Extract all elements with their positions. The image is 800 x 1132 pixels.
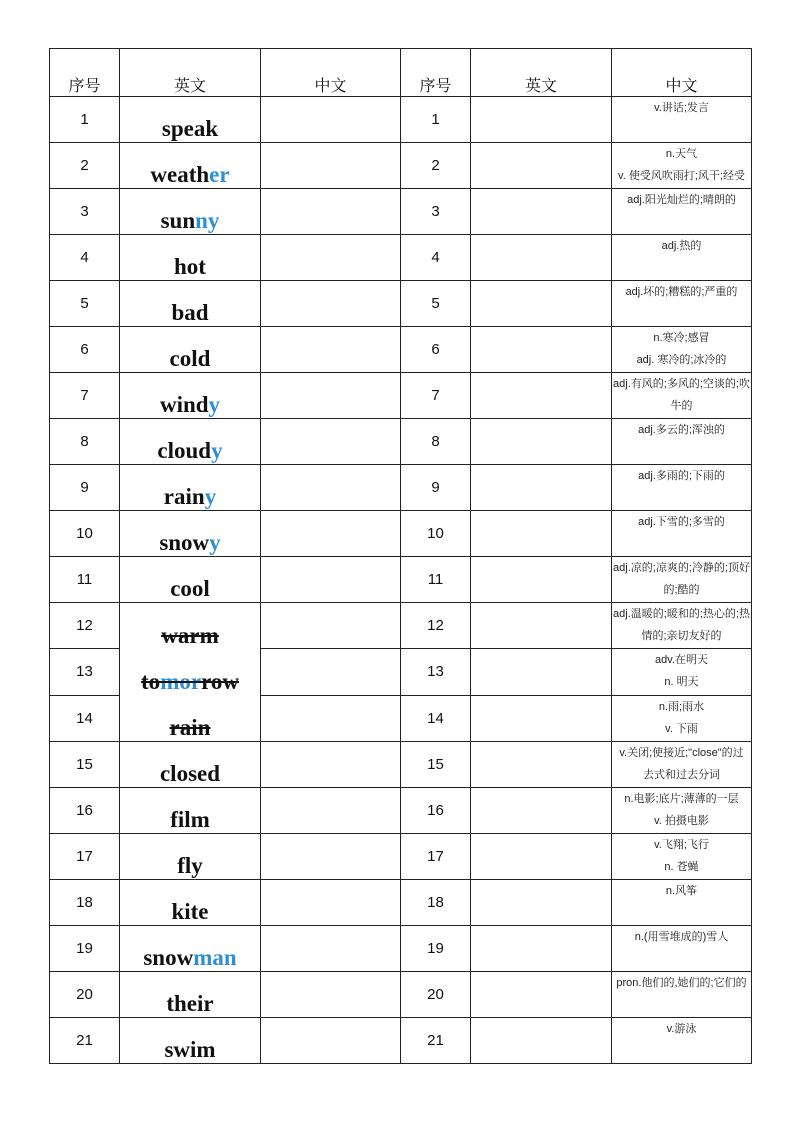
meaning-line: v. 下雨 xyxy=(665,722,698,735)
meaning-line: 情的;亲切友好的 xyxy=(641,630,722,642)
english-blank-right xyxy=(471,419,612,465)
chinese-blank-left xyxy=(261,373,401,419)
chinese-blank-left xyxy=(261,97,401,143)
chinese-meaning xyxy=(612,972,752,1018)
header-number-right: 序号 xyxy=(401,49,471,97)
table-row xyxy=(50,419,752,465)
chinese-meaning xyxy=(612,373,752,419)
word-stem: closed xyxy=(159,761,221,786)
word-stem: fly xyxy=(177,853,203,878)
row-number-left: 17 xyxy=(50,834,120,880)
header-row xyxy=(50,49,752,97)
word-suffix: y xyxy=(209,530,221,555)
table-row xyxy=(50,788,752,834)
row-number-right: 1 xyxy=(401,97,471,143)
english-blank-right xyxy=(471,695,612,741)
chinese-blank-left xyxy=(261,742,401,788)
english-blank-right xyxy=(471,511,612,557)
chinese-blank-left xyxy=(261,788,401,834)
word-stem: rain xyxy=(169,715,211,740)
word-stem: warm xyxy=(161,623,219,648)
row-number-right: 21 xyxy=(401,1018,471,1064)
meaning-line: 去式和过去分词 xyxy=(643,769,720,781)
english-blank-right xyxy=(471,742,612,788)
row-number-left: 3 xyxy=(50,189,120,235)
row-number-left: 4 xyxy=(50,235,120,281)
table-row xyxy=(50,189,752,235)
word-suffix: y xyxy=(208,392,221,417)
word-suffix: y xyxy=(211,438,223,463)
english-word xyxy=(120,788,261,834)
row-number-left: 20 xyxy=(50,972,120,1018)
english-word xyxy=(120,327,261,373)
row-number-left: 8 xyxy=(50,419,120,465)
row-number-right: 11 xyxy=(401,557,471,603)
meaning-line: v.讲话;发言 xyxy=(654,102,709,114)
table-row xyxy=(50,1018,752,1064)
header-number-left: 序号 xyxy=(50,49,120,97)
chinese-blank-left xyxy=(261,419,401,465)
row-number-left: 2 xyxy=(50,143,120,189)
chinese-blank-left xyxy=(261,1018,401,1064)
english-blank-right xyxy=(471,97,612,143)
row-number-left: 14 xyxy=(50,695,120,741)
english-blank-right xyxy=(471,972,612,1018)
row-number-left: 13 xyxy=(50,649,120,695)
row-number-right: 4 xyxy=(401,235,471,281)
english-word xyxy=(120,742,261,788)
row-number-left: 10 xyxy=(50,511,120,557)
row-number-right: 8 xyxy=(401,419,471,465)
word-suffix: man xyxy=(193,945,237,970)
meaning-line: adj.有风的;多风的;空谈的;吹 xyxy=(613,378,750,390)
meaning-line: v. 使受风吹雨打;风干;经受 xyxy=(618,170,745,182)
word-stem: snow xyxy=(159,530,210,555)
meaning-line: v.关闭;使接近;"close"的过 xyxy=(619,747,744,759)
english-word xyxy=(120,972,261,1018)
chinese-blank-left xyxy=(261,511,401,557)
row-number-left: 6 xyxy=(50,327,120,373)
word-stem: kite xyxy=(171,899,209,924)
table-row xyxy=(50,235,752,281)
english-word xyxy=(120,189,261,235)
chinese-blank-left xyxy=(261,603,401,649)
table-row xyxy=(50,603,752,649)
table-row xyxy=(50,972,752,1018)
row-number-left: 11 xyxy=(50,557,120,603)
chinese-blank-left xyxy=(261,880,401,926)
row-number-right: 2 xyxy=(401,143,471,189)
english-word-line xyxy=(120,649,260,695)
chinese-meaning xyxy=(612,281,752,327)
row-number-left: 12 xyxy=(50,603,120,649)
row-number-left: 7 xyxy=(50,373,120,419)
chinese-meaning xyxy=(612,695,752,741)
meaning-line: adj.温暖的;暖和的;热心的;热 xyxy=(613,608,750,620)
word-stem: snow xyxy=(143,945,194,970)
meaning-line: adv.在明天 xyxy=(655,654,708,667)
table-row xyxy=(50,557,752,603)
english-blank-right xyxy=(471,603,612,649)
english-blank-right xyxy=(471,327,612,373)
header-chinese-left: 中文 xyxy=(261,49,401,97)
english-blank-right xyxy=(471,649,612,695)
meaning-line: adj.多雨的;下雨的 xyxy=(638,470,725,482)
vocabulary-table xyxy=(49,48,752,1064)
english-blank-right xyxy=(471,373,612,419)
word-stem: to xyxy=(141,669,161,694)
meaning-line: n. 苍蝇 xyxy=(664,861,699,873)
chinese-blank-left xyxy=(261,695,401,741)
english-blank-right xyxy=(471,880,612,926)
row-number-right: 17 xyxy=(401,834,471,880)
english-blank-right xyxy=(471,1018,612,1064)
meaning-line: n.雨;雨水 xyxy=(658,700,705,713)
english-word xyxy=(120,465,261,511)
english-word xyxy=(120,419,261,465)
english-word xyxy=(120,281,261,327)
table-row xyxy=(50,373,752,419)
row-number-right: 5 xyxy=(401,281,471,327)
row-number-left: 18 xyxy=(50,880,120,926)
row-number-right: 3 xyxy=(401,189,471,235)
word-suffix: er xyxy=(209,162,230,187)
meaning-line: adj.阳光灿烂的;晴朗的 xyxy=(627,194,736,206)
english-blank-right xyxy=(471,557,612,603)
row-number-left: 5 xyxy=(50,281,120,327)
chinese-blank-left xyxy=(261,557,401,603)
table-row xyxy=(50,327,752,373)
chinese-blank-left xyxy=(261,834,401,880)
chinese-blank-left xyxy=(261,649,401,695)
header-chinese-right: 中文 xyxy=(612,49,752,97)
word-stem: cloud xyxy=(157,438,212,463)
row-number-right: 13 xyxy=(401,649,471,695)
meaning-line: v.游泳 xyxy=(666,1023,697,1035)
chinese-blank-left xyxy=(261,972,401,1018)
table-row xyxy=(50,511,752,557)
chinese-blank-left xyxy=(261,281,401,327)
meaning-line: 牛的 xyxy=(670,400,693,412)
english-word xyxy=(120,603,261,742)
english-word-line xyxy=(120,603,260,649)
chinese-meaning xyxy=(612,603,752,649)
row-number-right: 19 xyxy=(401,926,471,972)
meaning-line: v. 拍摄电影 xyxy=(654,815,709,827)
header-english-left: 英文 xyxy=(120,49,261,97)
row-number-right: 10 xyxy=(401,511,471,557)
word-stem: bad xyxy=(171,300,209,325)
chinese-meaning xyxy=(612,742,752,788)
meaning-line: n.(用雪堆成的)雪人 xyxy=(634,931,729,943)
chinese-meaning xyxy=(612,926,752,972)
meaning-line: n.寒冷;感冒 xyxy=(653,332,710,344)
row-number-right: 15 xyxy=(401,742,471,788)
table-row xyxy=(50,926,752,972)
meaning-line: n.风筝 xyxy=(665,885,698,897)
meaning-line: adj.凉的;凉爽的;冷静的;顶好 xyxy=(613,562,750,574)
chinese-blank-left xyxy=(261,926,401,972)
word-suffix: y xyxy=(204,484,217,509)
english-blank-right xyxy=(471,281,612,327)
word-stem: their xyxy=(166,991,214,1016)
chinese-meaning xyxy=(612,788,752,834)
row-number-right: 6 xyxy=(401,327,471,373)
row-number-right: 16 xyxy=(401,788,471,834)
row-number-left: 9 xyxy=(50,465,120,511)
table-row xyxy=(50,880,752,926)
meaning-line: n.天气 xyxy=(665,148,698,160)
table-row xyxy=(50,97,752,143)
table-row xyxy=(50,834,752,880)
english-word xyxy=(120,143,261,189)
row-number-right: 18 xyxy=(401,880,471,926)
meaning-line: n. 明天 xyxy=(664,676,699,689)
chinese-meaning xyxy=(612,419,752,465)
english-blank-right xyxy=(471,788,612,834)
chinese-meaning xyxy=(612,465,752,511)
meaning-line: adj.热的 xyxy=(661,240,702,252)
meaning-line: pron.他们的,她们的;它们的 xyxy=(616,977,747,989)
row-number-right: 9 xyxy=(401,465,471,511)
meaning-line: adj.坏的;糟糕的;严重的 xyxy=(625,286,738,298)
word-stem: film xyxy=(170,807,210,832)
word-stem: rain xyxy=(163,484,205,509)
chinese-meaning xyxy=(612,327,752,373)
english-blank-right xyxy=(471,465,612,511)
english-word xyxy=(120,1018,261,1064)
english-word xyxy=(120,235,261,281)
english-word xyxy=(120,557,261,603)
meaning-line: adj. 寒冷的;冰冷的 xyxy=(636,354,727,366)
chinese-meaning xyxy=(612,143,752,189)
row-number-right: 12 xyxy=(401,603,471,649)
row-number-left: 16 xyxy=(50,788,120,834)
word-stem: hot xyxy=(174,254,206,279)
header-english-right: 英文 xyxy=(471,49,612,97)
english-blank-right xyxy=(471,235,612,281)
meaning-line: n.电影;底片;薄薄的一层 xyxy=(624,793,739,805)
english-blank-right xyxy=(471,834,612,880)
chinese-meaning xyxy=(612,97,752,143)
row-number-left: 1 xyxy=(50,97,120,143)
row-number-left: 15 xyxy=(50,742,120,788)
chinese-meaning xyxy=(612,189,752,235)
english-word xyxy=(120,880,261,926)
table-row xyxy=(50,143,752,189)
row-number-left: 21 xyxy=(50,1018,120,1064)
meaning-line: v.飞翔;飞行 xyxy=(654,839,709,851)
word-stem: weath xyxy=(150,162,210,187)
table-row xyxy=(50,742,752,788)
chinese-meaning xyxy=(612,880,752,926)
english-word xyxy=(120,926,261,972)
chinese-blank-left xyxy=(261,143,401,189)
meaning-line: 的;酷的 xyxy=(663,584,700,596)
word-stem: swim xyxy=(164,1037,216,1062)
chinese-meaning xyxy=(612,511,752,557)
row-number-right: 14 xyxy=(401,695,471,741)
english-blank-right xyxy=(471,189,612,235)
chinese-meaning xyxy=(612,1018,752,1064)
table-row xyxy=(50,465,752,511)
english-blank-right xyxy=(471,143,612,189)
chinese-blank-left xyxy=(261,327,401,373)
chinese-blank-left xyxy=(261,465,401,511)
row-number-left: 19 xyxy=(50,926,120,972)
chinese-meaning xyxy=(612,557,752,603)
word-stem-end: row xyxy=(201,669,239,694)
word-suffix: ny xyxy=(195,208,220,233)
english-word-line xyxy=(120,695,260,741)
english-word xyxy=(120,97,261,143)
word-stem: sun xyxy=(160,208,196,233)
chinese-blank-left xyxy=(261,189,401,235)
table-row xyxy=(50,281,752,327)
word-stem: cold xyxy=(169,346,211,371)
meaning-line: adj.多云的;浑浊的 xyxy=(638,424,725,436)
word-stem: wind xyxy=(159,392,209,417)
word-suffix: mor xyxy=(160,669,202,694)
chinese-meaning xyxy=(612,235,752,281)
chinese-meaning xyxy=(612,834,752,880)
word-stem: cool xyxy=(170,576,210,601)
row-number-right: 20 xyxy=(401,972,471,1018)
word-stem: speak xyxy=(161,116,219,141)
english-blank-right xyxy=(471,926,612,972)
english-word xyxy=(120,511,261,557)
chinese-meaning xyxy=(612,649,752,695)
chinese-blank-left xyxy=(261,235,401,281)
english-word xyxy=(120,834,261,880)
row-number-right: 7 xyxy=(401,373,471,419)
english-word xyxy=(120,373,261,419)
meaning-line: adj.下雪的;多雪的 xyxy=(638,516,725,528)
